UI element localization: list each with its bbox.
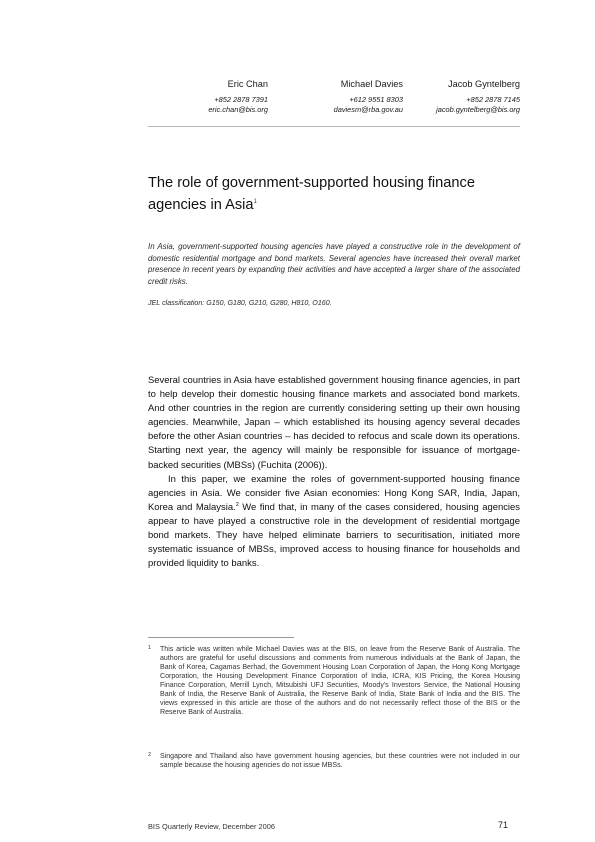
author-phone: +612 9551 8303 bbox=[349, 95, 403, 104]
author-email[interactable]: jacob.gyntelberg@bis.org bbox=[436, 105, 520, 114]
title-line-1: The role of government-supported housing finance bbox=[148, 175, 475, 191]
abstract: In Asia, government-supported housing agencies have played a constructive role in the development of domestic residential mortgage and bond markets. Several agencies have increased their overall market presence in recent years by expanding their activities and have accepted a larger share of the associated credit risks. bbox=[148, 242, 520, 286]
author-2 bbox=[334, 78, 403, 115]
journal-footer: BIS Quarterly Review, December 2006 bbox=[148, 822, 275, 831]
body-text bbox=[148, 374, 520, 571]
header-divider bbox=[148, 126, 520, 127]
author-1 bbox=[208, 78, 268, 115]
footnote-text: Singapore and Thailand also have government housing agencies, but these countries were not included in our sample because the housing agencies do not issue MBSs. bbox=[160, 753, 520, 770]
author-name: Jacob Gyntelberg bbox=[447, 79, 520, 89]
article-title bbox=[148, 174, 528, 215]
footnote-ref-2[interactable]: 2 bbox=[235, 501, 239, 508]
footnote-mark: 1 bbox=[148, 645, 152, 651]
author-email[interactable]: eric.chan@bis.org bbox=[208, 105, 268, 114]
author-3 bbox=[436, 78, 520, 115]
paragraph-2-part-b: We find that, in many of the cases considered, housing agencies appear to have played a constructive role in the development of residential mortgage bond markets. They have helped eliminate barriers to securitisation, initiated more systematic issuance of MBSs, improved access to housing finance for households and provided liquidity to banks. bbox=[148, 501, 520, 570]
jel-classification: JEL classification: G150, G180, G210, G280, H810, O160. bbox=[148, 299, 332, 307]
author-phone: +852 2878 7145 bbox=[466, 95, 520, 104]
footnote-2 bbox=[148, 752, 520, 770]
page-number: 71 bbox=[498, 820, 509, 830]
title-line-2: agencies in Asia bbox=[148, 196, 254, 213]
paragraph-2-part-a: In this paper, we examine the roles of government-supported housing finance agencies in Asia. We consider five Asian economies: Hong Kong SAR, India, Japan, Korea and Malaysia. bbox=[148, 473, 520, 513]
paragraph-2 bbox=[148, 473, 520, 572]
title-footnote-mark[interactable]: 1 bbox=[253, 199, 257, 205]
author-name: Michael Davies bbox=[340, 79, 403, 89]
footnote-mark: 2 bbox=[148, 752, 152, 758]
footnote-divider bbox=[148, 637, 294, 638]
author-name: Eric Chan bbox=[227, 79, 268, 89]
author-email[interactable]: daviesm@rba.gov.au bbox=[333, 105, 403, 114]
footnote-text: This article was written while Michael Davies was at the BIS, on leave from the Reserve Bank of Australia. The authors are grateful for useful discussions and comments from numerous individuals at the Bank of Japan, the Bank of Korea, Cagamas Berhad, the Government Housing Loan Corporation of Japan, the Hong Kong Mortgage Corporation, the Housing Development Finance Corporation of India, ICRA, KIS Pricing, the Korea Housing Finance Corporation, Merrill Lynch, Mitsubishi UFJ Securities, Moody's Investors Service, the National Housing Bank of India, the Reserve Bank of Australia, the Reserve Bank of India, State Bank of India and the BIS. The views expressed in this article are those of the authors and do not necessarily reflect those of the BIS or the Reserve Bank of Australia. bbox=[160, 646, 520, 717]
footnote-1 bbox=[148, 645, 520, 717]
paragraph-1: Several countries in Asia have established government housing finance agencies, in part to help develop their domestic housing finance markets and associated bond markets. And other countries in the region are currently considering setting up their own housing agencies. Meanwhile, Japan – which established its housing agency several decades before the other Asian countries – has decided to refocus and scale down its operations. Starting next year, the agency will mainly be responsible for issuance of mortgage-backed securities (MBSs) (Fuchita (2006)). bbox=[148, 375, 520, 471]
author-phone: +852 2878 7391 bbox=[214, 95, 268, 104]
author-block bbox=[0, 78, 595, 128]
